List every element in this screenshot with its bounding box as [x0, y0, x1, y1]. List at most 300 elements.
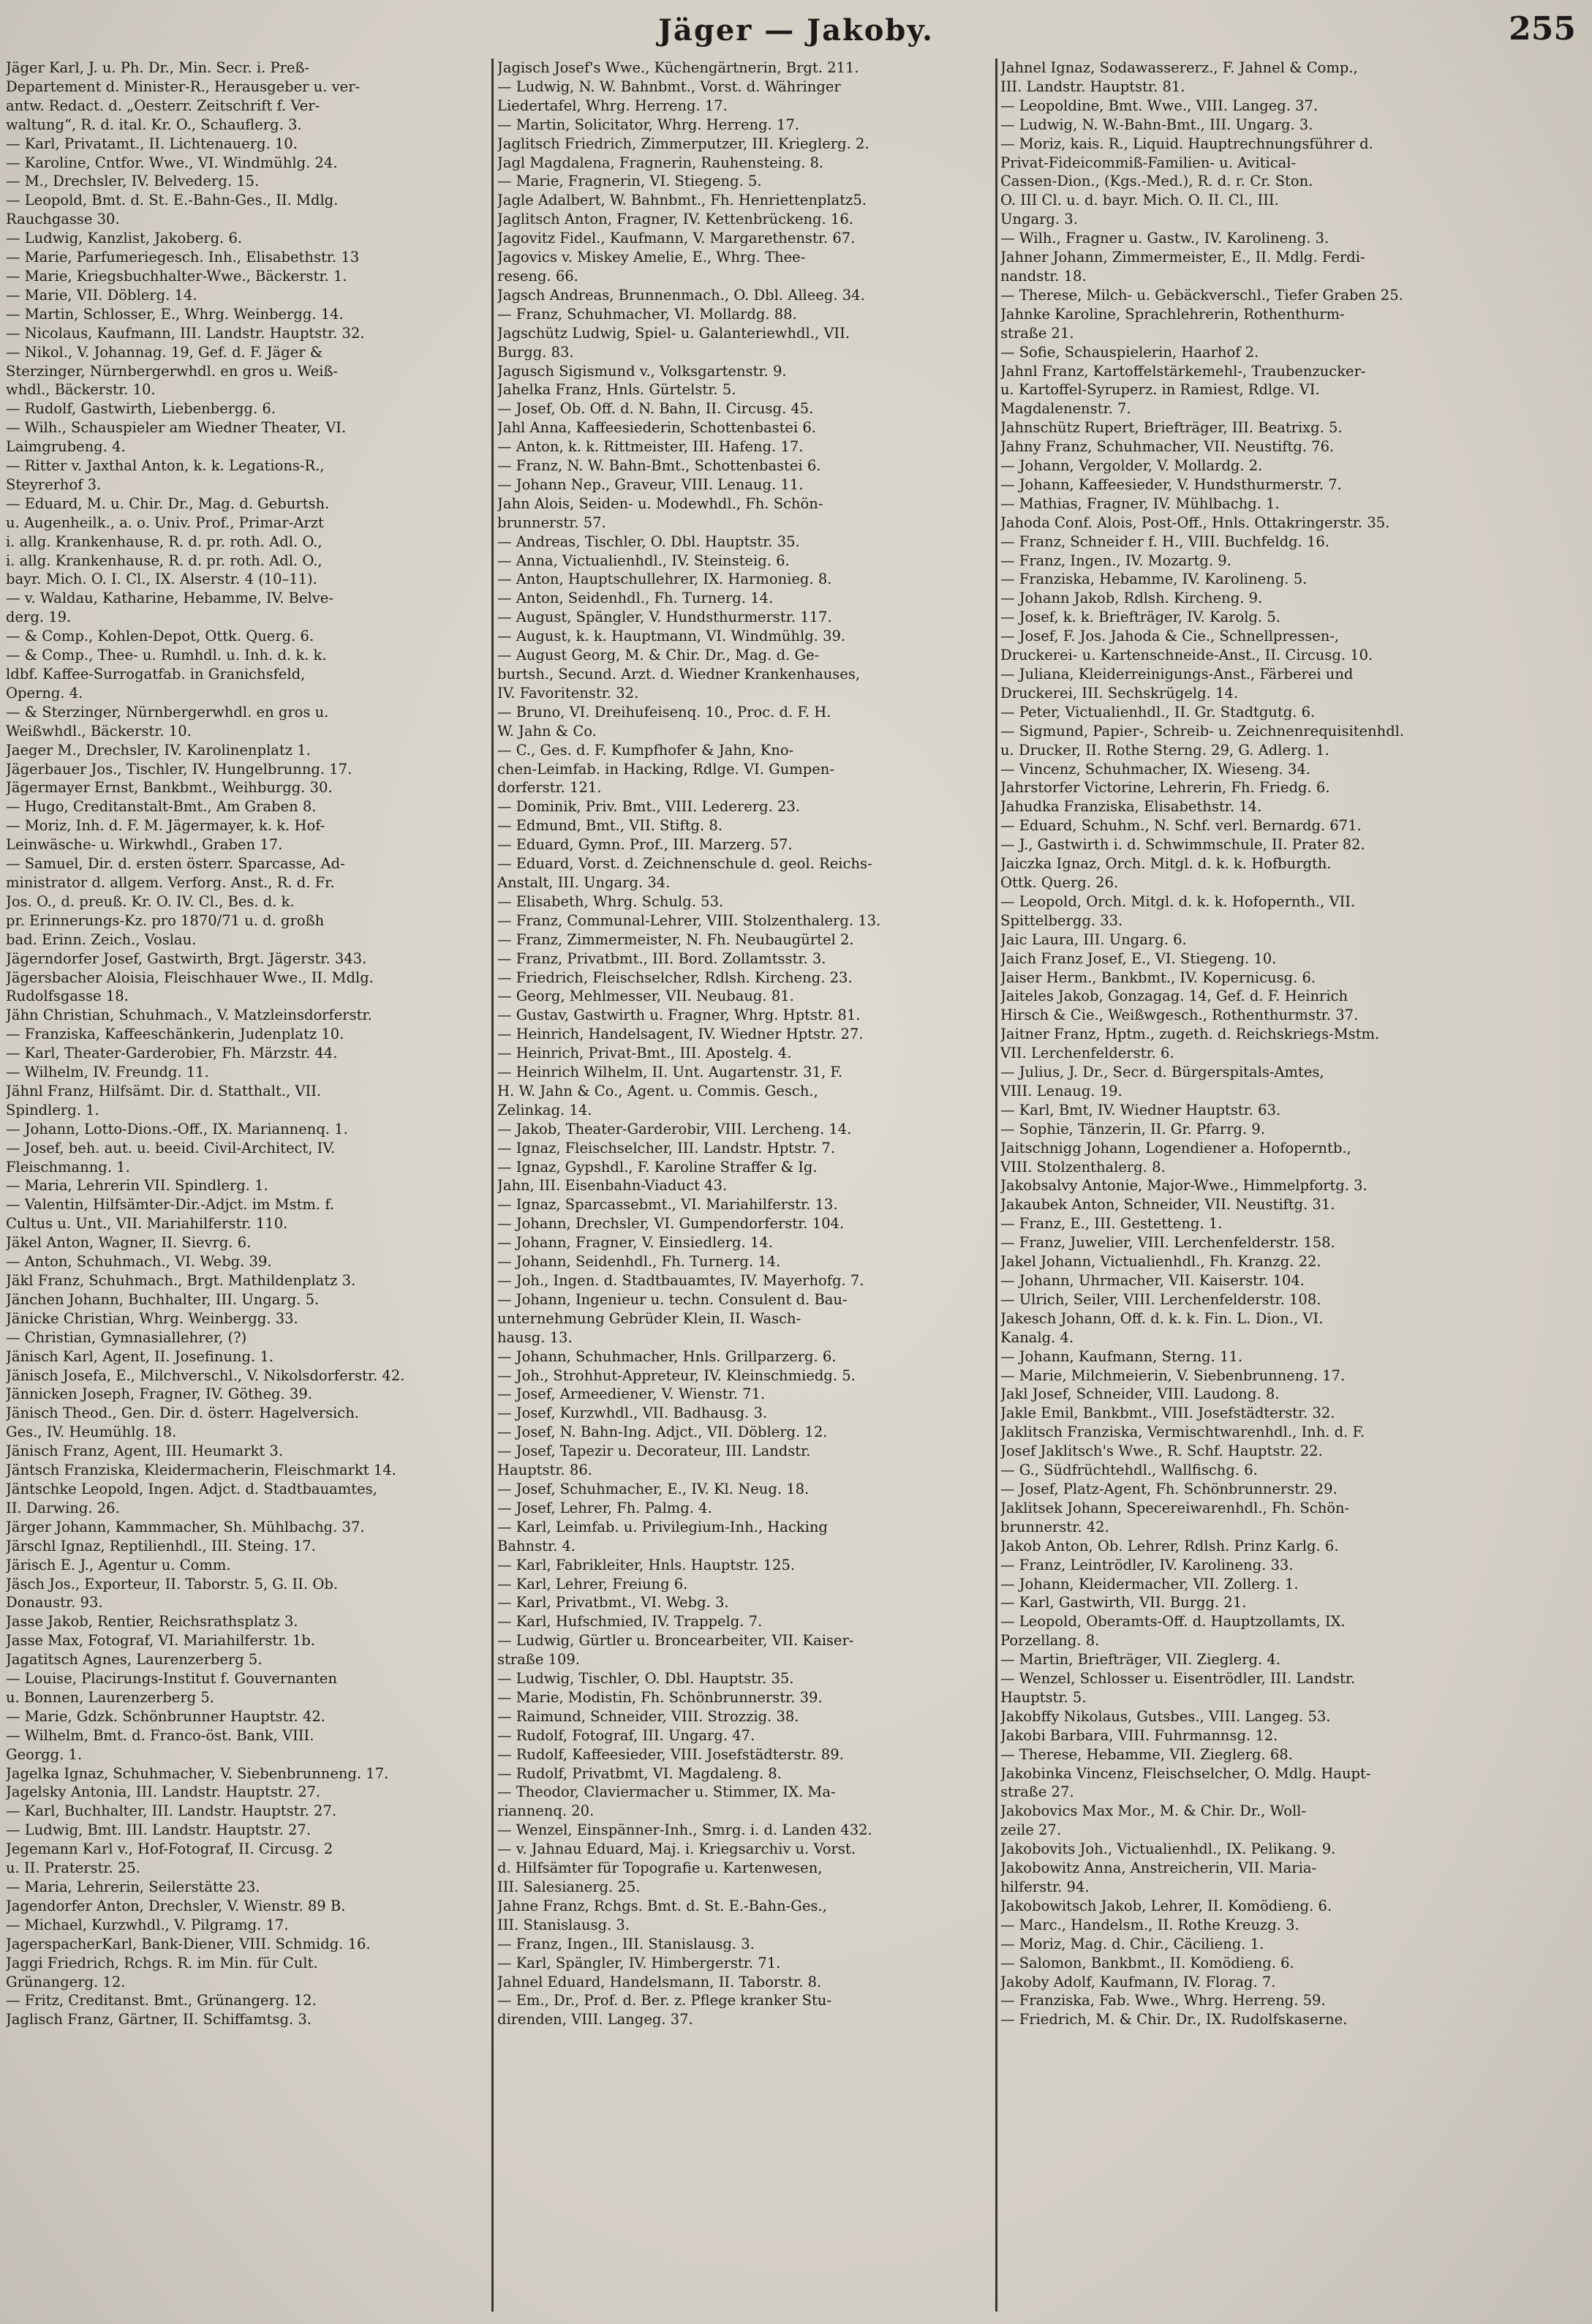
- directory-entry-line: — Franz, Schuhmacher, VI. Mollardg. 88.: [497, 305, 797, 323]
- directory-entry-line: — Karl, Buchhalter, III. Landstr. Hauptstr. 27.: [6, 1802, 337, 1820]
- directory-entry-line: hilferstr. 94.: [1000, 1879, 1090, 1895]
- directory-entry-line: — G., Südfrüchtehdl., Wallfischg. 6.: [1000, 1462, 1258, 1479]
- directory-entry-line: H. W. Jahn & Co., Agent. u. Commis. Gesch.,: [497, 1082, 818, 1099]
- directory-entry-line: — Leopold, Bmt. d. St. E.-Bahn-Ges., II. Mdlg.: [6, 192, 339, 209]
- directory-entry-line: — Leopold, Orch. Mitgl. d. k. k. Hofopernth., VII.: [1000, 892, 1356, 910]
- directory-entry-line: — Franz, Communal-Lehrer, VIII. Stolzenthalerg. 13.: [497, 911, 881, 929]
- directory-entry-line: — Josef, Lehrer, Fh. Palmg. 4.: [497, 1499, 712, 1516]
- directory-entry-line: Jähnl Franz, Hilfsämt. Dir. d. Statthalt., VII.: [6, 1082, 322, 1099]
- directory-entry-line: Jänisch Theod., Gen. Dir. d. österr. Hagelversich.: [6, 1404, 359, 1422]
- directory-entry-line: — Leopoldine, Bmt. Wwe., VIII. Langeg. 37.: [1000, 97, 1319, 114]
- directory-entry-line: Jänisch Josefa, E., Milchverschl., V. Nikolsdorferstr. 42.: [6, 1366, 405, 1384]
- directory-entry-line: — Franz, Leintrödler, IV. Karolineng. 33.: [1000, 1556, 1294, 1573]
- directory-entry-line: — Franziska, Kaffeeschänkerin, Judenplatz 10.: [6, 1026, 344, 1043]
- directory-entry-line: — Johann, Vergolder, V. Mollardg. 2.: [1000, 457, 1263, 475]
- directory-entry-line: — Anton, Seidenhdl., Fh. Turnerg. 14.: [497, 590, 774, 607]
- directory-entry-line: II. Darwing. 26.: [6, 1499, 120, 1516]
- directory-entry-line: O. III Cl. u. d. bayr. Mich. O. II. Cl., III.: [1000, 192, 1279, 209]
- directory-entry-line: Jaiteles Jakob, Gonzagag. 14, Gef. d. F. Heinrich: [1000, 988, 1348, 1005]
- directory-entry-line: — Louise, Placirungs-Institut f. Gouvernanten: [6, 1670, 337, 1688]
- directory-entry-line: Jagl Magdalena, Fragnerin, Rauhensteing. 8.: [497, 154, 824, 171]
- directory-entry-line: Anstalt, III. Ungarg. 34.: [497, 873, 671, 891]
- directory-entry-line: u. Kartoffel-Syruperz. in Ramiest, Rdlge. VI.: [1000, 381, 1320, 399]
- directory-entry-line: Leinwäsche- u. Wirkwhdl., Graben 17.: [6, 836, 283, 854]
- directory-entry-line: Jagovics v. Miskey Amelie, E., Whrg. Thee-: [497, 249, 806, 266]
- directory-entry-line: derg. 19.: [6, 609, 72, 626]
- directory-entry-line: — Josef, N. Bahn-Ing. Adjct., VII. Döblerg. 12.: [497, 1424, 828, 1441]
- directory-entry-line: — Ludwig, N. W.-Bahn-Bmt., III. Ungarg. 3.: [1000, 116, 1313, 133]
- directory-entry-line: — & Sterzinger, Nürnbergerwhdl. en gros u.: [6, 703, 329, 721]
- directory-entry-line: reseng. 66.: [497, 267, 578, 285]
- directory-entry-line: Jakesch Johann, Off. d. k. k. Fin. L. Dion., VI.: [1000, 1309, 1324, 1327]
- directory-entry-line: Jakaubek Anton, Schneider, VII. Neustiftg. 31.: [1000, 1196, 1335, 1214]
- directory-entry-line: Jägerndorfer Josef, Gastwirth, Brgt. Jägerstr. 343.: [6, 949, 367, 967]
- directory-entry-line: whdl., Bäckerstr. 10.: [6, 381, 156, 399]
- directory-entry-line: — Marie, Modistin, Fh. Schönbrunnerstr. 39.: [497, 1688, 823, 1706]
- directory-entry-line: Jäntsch Franziska, Kleidermacherin, Fleischmarkt 14.: [6, 1462, 396, 1479]
- directory-entry-line: Jakobinka Vincenz, Fleischselcher, O. Mdlg. Haupt-: [1000, 1764, 1371, 1782]
- directory-entry-line: Jägersbacher Aloisia, Fleischhauer Wwe., II. Mdlg.: [6, 969, 374, 986]
- directory-entry-line: — Franz, Ingen., III. Stanislausg. 3.: [497, 1935, 755, 1952]
- directory-entry-line: Fleischmanng. 1.: [6, 1158, 130, 1176]
- directory-entry-line: — Nicolaus, Kaufmann, III. Landstr. Hauptstr. 32.: [6, 324, 365, 342]
- directory-entry-line: — Josef, Armeediener, V. Wienstr. 71.: [497, 1385, 766, 1403]
- directory-entry-line: — Sigmund, Papier-, Schreib- u. Zeichnenrequisitenhdl.: [1000, 722, 1405, 740]
- directory-entry-line: Grünangerg. 12.: [6, 1973, 126, 1990]
- directory-entry-line: — Johann, Fragner, V. Einsiedlerg. 14.: [497, 1234, 773, 1252]
- directory-entry-line: Järschl Ignaz, Reptilienhdl., III. Steing. 17.: [6, 1537, 316, 1554]
- directory-entry-line: — J., Gastwirth i. d. Schwimmschule, II. Prater 82.: [1000, 836, 1365, 854]
- directory-entry-line: Jänisch Karl, Agent, II. Josefinung. 1.: [6, 1347, 274, 1365]
- directory-entry-line: — Moriz, Mag. d. Chir., Cäcilieng. 1.: [1000, 1935, 1264, 1952]
- directory-entry-line: — v. Jahnau Eduard, Maj. i. Kriegsarchiv u. Vorst.: [497, 1840, 856, 1858]
- directory-entry-line: — Em., Dr., Prof. d. Ber. z. Pflege kranker Stu-: [497, 1992, 831, 2009]
- directory-entry-line: Jahne Franz, Rchgs. Bmt. d. St. E.-Bahn-Ges.,: [497, 1897, 827, 1914]
- directory-entry-line: Jasse Jakob, Rentier, Reichsrathsplatz 3.: [6, 1613, 298, 1631]
- directory-entry-line: Bahnstr. 4.: [497, 1537, 576, 1554]
- directory-entry-line: pr. Erinnerungs-Kz. pro 1870/71 u. d. großh: [6, 911, 325, 929]
- directory-entry-line: — Josef, beh. aut. u. beeid. Civil-Architect, IV.: [6, 1139, 336, 1157]
- directory-entry-line: straße 109.: [497, 1651, 580, 1669]
- directory-entry-line: Jännicken Joseph, Fragner, IV. Götheg. 39.: [6, 1385, 312, 1403]
- directory-entry-line: Hauptstr. 86.: [497, 1462, 592, 1479]
- directory-entry-line: ldbf. Kaffee-Surrogatfab. in Granichsfeld,: [6, 666, 306, 682]
- directory-entry-line: — Georg, Mehlmesser, VII. Neubaug. 81.: [497, 988, 794, 1005]
- directory-entry-line: direnden, VIII. Langeg. 37.: [497, 2011, 693, 2028]
- directory-entry-line: — Marie, Fragnerin, VI. Stiegeng. 5.: [497, 173, 762, 190]
- directory-entry-line: — Franziska, Hebamme, IV. Karolineng. 5.: [1000, 571, 1308, 588]
- directory-entry-line: Jägerbauer Jos., Tischler, IV. Hungelbrunng. 17.: [6, 760, 352, 778]
- directory-entry-line: — Karl, Gastwirth, VII. Burgg. 21.: [1000, 1594, 1247, 1612]
- directory-entry-line: — Anton, Hauptschullehrer, IX. Harmonieg. 8.: [497, 571, 832, 588]
- directory-entry-line: — Sofie, Schauspielerin, Haarhof 2.: [1000, 343, 1259, 361]
- directory-entry-line: Jänisch Franz, Agent, III. Heumarkt 3.: [6, 1443, 284, 1460]
- directory-entry-line: — Martin, Solicitator, Whrg. Herreng. 17.: [497, 116, 799, 133]
- directory-entry-line: Rauchgasse 30.: [6, 211, 120, 228]
- directory-entry-line: Jakobsalvy Antonie, Major-Wwe., Himmelpfortg. 3.: [1000, 1177, 1367, 1195]
- directory-entry-line: — Rudolf, Kaffeesieder, VIII. Josefstädterstr. 89.: [497, 1745, 844, 1763]
- directory-entry-line: Laimgrubeng. 4.: [6, 438, 126, 456]
- directory-entry-line: Jahoda Conf. Alois, Post-Off., Hnls. Ottakringerstr. 35.: [1000, 514, 1390, 531]
- directory-entry-line: Jakle Emil, Bankbmt., VIII. Josefstädterstr. 32.: [1000, 1404, 1335, 1422]
- directory-entry-line: — Ignaz, Fleischselcher, III. Landstr. Hptstr. 7.: [497, 1139, 836, 1157]
- directory-entry-line: Jagovitz Fidel., Kaufmann, V. Margarethenstr. 67.: [497, 230, 856, 247]
- directory-entry-line: waltung“, R. d. ital. Kr. O., Schauflerg. 3.: [6, 116, 302, 133]
- directory-entry-line: — Franz, Privatbmt., III. Bord. Zollamtsstr. 3.: [497, 949, 826, 967]
- directory-entry-line: — Friedrich, M. & Chir. Dr., IX. Rudolfskaserne.: [1000, 2011, 1348, 2028]
- directory-entry-line: III. Stanislausg. 3.: [497, 1916, 630, 1933]
- directory-entry-line: Jaggi Friedrich, Rchgs. R. im Min. für Cult.: [6, 1954, 318, 1971]
- directory-entry-line: VIII. Stolzenthalerg. 8.: [1000, 1158, 1166, 1176]
- directory-entry-line: — Mathias, Fragner, IV. Mühlbachg. 1.: [1000, 494, 1280, 512]
- column-divider: [995, 59, 997, 2312]
- directory-entry-line: — Wenzel, Einspänner-Inh., Smrg. i. d. Landen 432.: [497, 1821, 872, 1839]
- directory-entry-line: — Friedrich, Fleischselcher, Rdlsh. Kircheng. 23.: [497, 969, 853, 986]
- directory-entry-line: — Anna, Victualienhdl., IV. Steinsteig. 6.: [497, 552, 790, 569]
- directory-entry-line: — Franz, Schneider f. H., VIII. Buchfeldg. 16.: [1000, 533, 1329, 550]
- directory-entry-line: u. Bonnen, Laurenzerberg 5.: [6, 1688, 214, 1706]
- directory-entry-line: — Johann, Kleidermacher, VII. Zollerg. 1.: [1000, 1575, 1299, 1592]
- directory-entry-line: Jagendorfer Anton, Drechsler, V. Wienstr. 89 B.: [6, 1897, 346, 1914]
- directory-entry-line: — Johann, Schuhmacher, Hnls. Grillparzerg. 6.: [497, 1347, 837, 1365]
- directory-entry-line: — Karoline, Cntfor. Wwe., VI. Windmühlg. 24.: [6, 154, 338, 171]
- directory-entry-line: d. Hilfsämter für Topografie u. Kartenwesen,: [497, 1859, 823, 1877]
- directory-entry-line: Jaitschnigg Johann, Logendiener a. Hofoperntb.,: [1000, 1139, 1351, 1157]
- directory-entry-line: Jakobovics Max Mor., M. & Chir. Dr., Woll-: [1000, 1802, 1307, 1820]
- directory-entry-line: — Josef, k. k. Briefträger, IV. Karolg. 5.: [1000, 609, 1280, 626]
- directory-entry-line: — Karl, Fabrikleiter, Hnls. Hauptstr. 125.: [497, 1556, 796, 1573]
- directory-entry-line: — Ludwig, N. W. Bahnbmt., Vorst. d. Währinger: [497, 78, 841, 95]
- directory-entry-line: — Peter, Victualienhdl., II. Gr. Stadtgutg. 6.: [1000, 703, 1316, 721]
- directory-entry-line: u. Drucker, II. Rothe Sterng. 29, G. Adlerg. 1.: [1000, 741, 1329, 759]
- directory-entry-line: Jahrstorfer Victorine, Lehrerin, Fh. Friedg. 6.: [1000, 779, 1330, 797]
- directory-entry-line: — Franz, E., III. Gestetteng. 1.: [1000, 1215, 1223, 1233]
- directory-entry-line: Jaich Franz Josef, E., VI. Stiegeng. 10.: [1000, 949, 1277, 967]
- directory-entry-line: — Heinrich, Handelsagent, IV. Wiedner Hptstr. 27.: [497, 1026, 864, 1043]
- directory-entry-line: — Salomon, Bankbmt., II. Komödieng. 6.: [1000, 1954, 1294, 1971]
- directory-entry-line: — Edmund, Bmt., VII. Stiftg. 8.: [497, 817, 723, 835]
- directory-entry-line: Jakobowitz Anna, Anstreicherin, VII. Maria-: [1000, 1859, 1317, 1877]
- page-number: 255: [1509, 10, 1576, 48]
- directory-entry-line: Jahny Franz, Schuhmacher, VII. Neustiftg. 76.: [1000, 438, 1335, 456]
- directory-entry-line: Liedertafel, Whrg. Herreng. 17.: [497, 97, 728, 114]
- directory-entry-line: Jahudka Franziska, Elisabethstr. 14.: [1000, 798, 1262, 816]
- directory-entry-line: Rudolfsgasse 18.: [6, 988, 129, 1005]
- directory-entry-line: Jaiser Herm., Bankbmt., IV. Kopernicusg. 6.: [1000, 969, 1316, 986]
- directory-entry-line: Jaeger M., Drechsler, IV. Karolinenplatz 1.: [6, 741, 311, 759]
- directory-entry-line: — Karl, Spängler, IV. Himbergerstr. 71.: [497, 1954, 781, 1971]
- directory-entry-line: — Karl, Leimfab. u. Privilegium-Inh., Hacking: [497, 1518, 828, 1535]
- directory-entry-line: Departement d. Minister-R., Herausgeber u. ver-: [6, 78, 361, 95]
- directory-entry-line: Jaklitsch Franziska, Vermischtwarenhdl., Inh. d. F.: [1000, 1424, 1365, 1441]
- directory-entry-line: — Eduard, Vorst. d. Zeichnenschule d. geol. Reichs-: [497, 855, 872, 873]
- directory-entry-line: Spindlerg. 1.: [6, 1101, 99, 1118]
- directory-entry-line: — Franz, Zimmermeister, N. Fh. Neubaugürtel 2.: [497, 930, 854, 948]
- directory-entry-line: — Moriz, kais. R., Liquid. Hauptrechnungsführer d.: [1000, 135, 1373, 152]
- directory-entry-line: Jos. O., d. preuß. Kr. O. IV. Cl., Bes. d. k.: [6, 892, 295, 910]
- directory-entry-line: — C., Ges. d. F. Kumpfhofer & Jahn, Kno-: [497, 741, 794, 759]
- directory-entry-line: Jakel Johann, Victualienhdl., Fh. Kranzg. 22.: [1000, 1253, 1321, 1271]
- directory-entry-line: Jahnschütz Rupert, Briefträger, III. Beatrixg. 5.: [1000, 419, 1343, 437]
- directory-entry-line: Jakobi Barbara, VIII. Fuhrmannsg. 12.: [1000, 1726, 1278, 1744]
- directory-entry-line: — Wilhelm, IV. Freundg. 11.: [6, 1064, 209, 1081]
- directory-entry-line: — Karl, Lehrer, Freiung 6.: [497, 1575, 688, 1592]
- directory-entry-line: — Josef, Ob. Off. d. N. Bahn, II. Circusg. 45.: [497, 400, 814, 418]
- directory-entry-line: Donaustr. 93.: [6, 1594, 103, 1612]
- directory-entry-line: — Eduard, Gymn. Prof., III. Marzerg. 57.: [497, 836, 793, 854]
- directory-entry-line: Jakobowitsch Jakob, Lehrer, II. Komödieng. 6.: [1000, 1897, 1332, 1914]
- directory-entry-line: — Karl, Theater-Garderobier, Fh. Märzstr. 44.: [6, 1045, 338, 1062]
- directory-entry-line: brunnerstr. 42.: [1000, 1518, 1109, 1535]
- directory-entry-line: Jaklitsek Johann, Specereiwarenhdl., Fh. Schön-: [1000, 1499, 1350, 1516]
- directory-entry-line: — Wilhelm, Bmt. d. Franco-öst. Bank, VIII.: [6, 1726, 314, 1744]
- directory-entry-line: — Dominik, Priv. Bmt., VIII. Ledererg. 23.: [497, 798, 801, 816]
- directory-entry-line: Weißwhdl., Bäckerstr. 10.: [6, 722, 192, 740]
- directory-entry-line: — Marie, VII. Döblerg. 14.: [6, 286, 197, 304]
- directory-entry-line: Jäkel Anton, Wagner, II. Sievrg. 6.: [6, 1234, 252, 1252]
- directory-entry-line: — Ludwig, Kanzlist, Jakoberg. 6.: [6, 230, 243, 247]
- directory-entry-line: — Eduard, M. u. Chir. Dr., Mag. d. Geburtsh.: [6, 494, 330, 512]
- directory-entry-line: Jahn, III. Eisenbahn-Viaduct 43.: [497, 1177, 728, 1195]
- directory-entry-line: Jahnke Karoline, Sprachlehrerin, Rothenthurm-: [1000, 305, 1345, 323]
- directory-entry-line: Jakobffy Nikolaus, Gutsbes., VIII. Langeg. 53.: [1000, 1707, 1331, 1725]
- directory-entry-line: Jakoby Adolf, Kaufmann, IV. Florag. 7.: [1000, 1973, 1276, 1990]
- directory-entry-line: Ungarg. 3.: [1000, 211, 1078, 228]
- directory-entry-line: Jähn Christian, Schuhmach., V. Matzleinsdorferstr.: [6, 1007, 372, 1024]
- directory-entry-line: riannenq. 20.: [497, 1802, 595, 1820]
- directory-entry-line: — Franziska, Fab. Wwe., Whrg. Herreng. 59.: [1000, 1992, 1326, 2009]
- directory-entry-line: — Heinrich Wilhelm, II. Unt. Augartenstr. 31, F.: [497, 1064, 843, 1081]
- directory-entry-line: — Martin, Briefträger, VII. Zieglerg. 4.: [1000, 1651, 1280, 1669]
- directory-entry-line: — Johann, Ingenieur u. techn. Consulent d. Bau-: [497, 1290, 848, 1308]
- directory-entry-line: — Johann, Uhrmacher, VII. Kaiserstr. 104.: [1000, 1272, 1305, 1289]
- directory-entry-line: bayr. Mich. O. I. Cl., IX. Alserstr. 4 (10–11).: [6, 571, 317, 588]
- directory-entry-line: — Hugo, Creditanstalt-Bmt., Am Graben 8.: [6, 798, 317, 816]
- directory-entry-line: Operng. 4.: [6, 684, 83, 702]
- directory-entry-line: Hirsch & Cie., Weißwgesch., Rothenthurmstr. 37.: [1000, 1007, 1359, 1024]
- directory-entry-line: Jagle Adalbert, W. Bahnbmt., Fh. Henriettenplatz5.: [497, 192, 867, 209]
- directory-entry-line: — Jakob, Theater-Garderobir, VIII. Lercheng. 14.: [497, 1120, 852, 1137]
- column-divider: [491, 59, 494, 2312]
- directory-entry-line: — Nikol., V. Johannag. 19, Gef. d. F. Jäger &: [6, 343, 323, 361]
- directory-entry-line: III. Landstr. Hauptstr. 81.: [1000, 78, 1185, 95]
- directory-entry-line: Jaitner Franz, Hptm., zugeth. d. Reichskriegs-Mstm.: [1000, 1026, 1380, 1043]
- directory-entry-line: Cultus u. Unt., VII. Mariahilferstr. 110.: [6, 1215, 288, 1233]
- directory-entry-line: — August Georg, M. & Chir. Dr., Mag. d. Ge-: [497, 647, 820, 664]
- directory-entry-line: — Andreas, Tischler, O. Dbl. Hauptstr. 35.: [497, 533, 800, 550]
- directory-entry-line: brunnerstr. 57.: [497, 514, 606, 531]
- directory-entry-line: u. II. Praterstr. 25.: [6, 1859, 140, 1877]
- directory-entry-line: Josef Jaklitsch's Wwe., R. Schf. Hauptstr. 22.: [1000, 1443, 1323, 1460]
- directory-entry-line: — Marie, Parfumeriegesch. Inh., Elisabethstr. 13: [6, 249, 360, 266]
- directory-entry-line: Steyrerhof 3.: [6, 475, 102, 493]
- directory-entry-line: chen-Leimfab. in Hacking, Rdlge. VI. Gumpen-: [497, 760, 834, 778]
- directory-entry-line: — Ignaz, Gypshdl., F. Karoline Straffer & Ig.: [497, 1158, 818, 1176]
- directory-entry-line: — Rudolf, Fotograf, III. Ungarg. 47.: [497, 1726, 755, 1744]
- directory-entry-line: Jaglitsch Anton, Fragner, IV. Kettenbrückeng. 16.: [497, 211, 853, 228]
- directory-entry-line: Jahnl Franz, Kartoffelstärkemehl-, Traubenzucker-: [1000, 362, 1366, 380]
- directory-entry-line: zeile 27.: [1000, 1821, 1062, 1839]
- directory-entry-line: — Marie, Kriegsbuchhalter-Wwe., Bäckerstr. 1.: [6, 267, 347, 285]
- directory-entry-line: — August, k. k. Hauptmann, VI. Windmühlg. 39.: [497, 628, 846, 645]
- directory-entry-line: — Maria, Lehrerin VII. Spindlerg. 1.: [6, 1177, 268, 1195]
- directory-entry-line: — Sophie, Tänzerin, II. Gr. Pfarrg. 9.: [1000, 1120, 1266, 1137]
- column-2: [497, 59, 992, 2312]
- directory-entry-line: Ottk. Querg. 26.: [1000, 873, 1119, 891]
- directory-entry-line: Jagatitsch Agnes, Laurenzerberg 5.: [6, 1651, 263, 1669]
- directory-entry-line: Jaiczka Ignaz, Orch. Mitgl. d. k. k. Hofburgth.: [1000, 855, 1332, 873]
- directory-entry-line: — Bruno, VI. Dreihufeisenq. 10., Proc. d. F. H.: [497, 703, 831, 721]
- directory-entry-line: — Johann, Drechsler, VI. Gumpendorferstr. 104.: [497, 1215, 845, 1233]
- directory-entry-line: Jahner Johann, Zimmermeister, E., II. Mdlg. Ferdi-: [1000, 249, 1365, 266]
- directory-entry-line: — Valentin, Hilfsämter-Dir.-Adjct. im Mstm. f.: [6, 1196, 335, 1214]
- directory-entry-line: — Rudolf, Privatbmt, VI. Magdaleng. 8.: [497, 1764, 782, 1782]
- directory-entry-line: Georgg. 1.: [6, 1745, 83, 1763]
- directory-entry-line: Sterzinger, Nürnbergerwhdl. en gros u. Weiß-: [6, 362, 339, 380]
- directory-entry-line: Jagsch Andreas, Brunnenmach., O. Dbl. Alleeg. 34.: [497, 286, 865, 304]
- directory-entry-line: Jagelsky Antonia, III. Landstr. Hauptstr. 27.: [6, 1783, 321, 1801]
- directory-entry-line: unternehmung Gebrüder Klein, II. Wasch-: [497, 1309, 801, 1327]
- directory-entry-line: Jahnel Ignaz, Sodawassererz., F. Jahnel & Comp.,: [1000, 59, 1358, 76]
- directory-entry-line: Jägermayer Ernst, Bankbmt., Weihburgg. 30.: [6, 779, 333, 797]
- directory-entry-line: VII. Lerchenfelderstr. 6.: [1000, 1045, 1174, 1062]
- directory-entry-line: — Michael, Kurzwhdl., V. Pilgramg. 17.: [6, 1916, 289, 1933]
- column-1: [6, 59, 488, 2312]
- directory-entry-line: — & Comp., Kohlen-Depot, Ottk. Querg. 6.: [6, 628, 314, 645]
- directory-entry-line: Zelinkag. 14.: [497, 1101, 592, 1118]
- directory-entry-line: — Johann, Lotto-Dions.-Off., IX. Mariannenq. 1.: [6, 1120, 348, 1137]
- directory-entry-line: — Johann, Kaffeesieder, V. Hundsthurmerstr. 7.: [1000, 475, 1342, 493]
- directory-entry-line: Jäntschke Leopold, Ingen. Adjct. d. Stadtbauamtes,: [6, 1480, 377, 1497]
- directory-entry-line: Porzellang. 8.: [1000, 1632, 1100, 1650]
- directory-entry-line: — Ludwig, Tischler, O. Dbl. Hauptstr. 35.: [497, 1670, 794, 1688]
- directory-entry-line: Spittelbergg. 33.: [1000, 911, 1123, 929]
- directory-entry-line: Druckerei, III. Sechskrügelg. 14.: [1000, 684, 1239, 702]
- directory-entry-line: i. allg. Krankenhause, R. d. pr. roth. Adl. O.,: [6, 552, 322, 569]
- directory-entry-line: Jäsch Jos., Exporteur, II. Taborstr. 5, G. II. Ob.: [6, 1575, 339, 1592]
- directory-entry-line: Ges., IV. Heumühlg. 18.: [6, 1424, 177, 1441]
- directory-entry-line: bad. Erinn. Zeich., Voslau.: [6, 930, 197, 948]
- directory-entry-line: Druckerei- u. Kartenschneide-Anst., II. Circusg. 10.: [1000, 647, 1373, 664]
- directory-entry-line: Privat-Fideicommiß-Familien- u. Avitical-: [1000, 154, 1297, 171]
- directory-entry-line: Jänicke Christian, Whrg. Weinbergg. 33.: [6, 1309, 298, 1327]
- directory-entry-line: Burgg. 83.: [497, 343, 574, 361]
- directory-entry-line: — Moriz, Inh. d. F. M. Jägermayer, k. k. Hof-: [6, 817, 325, 835]
- directory-entry-line: — Elisabeth, Whrg. Schulg. 53.: [497, 892, 724, 910]
- directory-entry-line: III. Salesianerg. 25.: [497, 1879, 641, 1895]
- directory-entry-line: — Marie, Gdzk. Schönbrunner Hauptstr. 42.: [6, 1707, 325, 1725]
- directory-entry-line: — Karl, Bmt, IV. Wiedner Hauptstr. 63.: [1000, 1101, 1281, 1118]
- directory-entry-line: — Fritz, Creditanst. Bmt., Grünangerg. 12.: [6, 1992, 317, 2009]
- directory-entry-line: — Franz, N. W. Bahn-Bmt., Schottenbastei 6.: [497, 457, 821, 475]
- directory-entry-line: hausg. 13.: [497, 1328, 573, 1346]
- directory-entry-line: Jäger Karl, J. u. Ph. Dr., Min. Secr. i. Preß-: [6, 59, 310, 76]
- directory-entry-line: — Josef, Tapezir u. Decorateur, III. Landstr.: [497, 1443, 811, 1460]
- directory-entry-line: — Ludwig, Bmt. III. Landstr. Hauptstr. 27.: [6, 1821, 312, 1839]
- directory-entry-line: — Josef, Platz-Agent, Fh. Schönbrunnerstr. 29.: [1000, 1480, 1338, 1497]
- directory-entry-line: — Gustav, Gastwirth u. Fragner, Whrg. Hptstr. 81.: [497, 1007, 861, 1024]
- directory-entry-line: Jagelka Ignaz, Schuhmacher, V. Siebenbrunneng. 17.: [6, 1764, 389, 1782]
- directory-entry-line: nandstr. 18.: [1000, 267, 1087, 285]
- page-header: [0, 10, 1592, 54]
- directory-entry-line: — Franz, Juwelier, VIII. Lerchenfelderstr. 158.: [1000, 1234, 1335, 1252]
- directory-entry-line: — Johann, Kaufmann, Sterng. 11.: [1000, 1347, 1243, 1365]
- directory-entry-line: — Theodor, Claviermacher u. Stimmer, IX. Ma-: [497, 1783, 836, 1801]
- directory-entry-line: — Johann Jakob, Rdlsh. Kircheng. 9.: [1000, 590, 1263, 607]
- directory-entry-line: — Anton, k. k. Rittmeister, III. Hafeng. 17.: [497, 438, 804, 456]
- directory-entry-line: — August, Spängler, V. Hundsthurmerstr. 117.: [497, 609, 832, 626]
- directory-entry-line: — Marie, Milchmeierin, V. Siebenbrunneng. 17.: [1000, 1366, 1346, 1384]
- directory-entry-line: — Josef, F. Jos. Jahoda & Cie., Schnellpressen-,: [1000, 628, 1340, 645]
- directory-entry-line: — Ulrich, Seiler, VIII. Lerchenfelderstr. 108.: [1000, 1290, 1321, 1308]
- directory-entry-line: Jagusch Sigismund v., Volksgartenstr. 9.: [497, 362, 787, 380]
- directory-entry-line: Cassen-Dion., (Kgs.-Med.), R. d. r. Cr. Ston.: [1000, 173, 1313, 190]
- directory-entry-line: Jänchen Johann, Buchhalter, III. Ungarg. 5.: [6, 1290, 320, 1308]
- column-3: [1000, 59, 1585, 2312]
- directory-entry-line: — Julius, J. Dr., Secr. d. Bürgerspitals-Amtes,: [1000, 1064, 1324, 1081]
- directory-entry-line: Jakob Anton, Ob. Lehrer, Rdlsh. Prinz Karlg. 6.: [1000, 1537, 1339, 1554]
- directory-entry-line: JagerspacherKarl, Bank-Diener, VIII. Schmidg. 16.: [6, 1935, 371, 1952]
- directory-entry-line: Jasse Max, Fotograf, VI. Mariahilferstr. 1b.: [6, 1632, 315, 1650]
- directory-entry-line: — Joh., Strohhut-Appreteur, IV. Kleinschmiedg. 5.: [497, 1366, 856, 1384]
- directory-entry-line: Jaic Laura, III. Ungarg. 6.: [1000, 930, 1187, 948]
- directory-entry-line: — Samuel, Dir. d. ersten österr. Sparcasse, Ad-: [6, 855, 345, 873]
- directory-entry-line: u. Augenheilk., a. o. Univ. Prof., Primar-Arzt: [6, 514, 324, 531]
- directory-entry-line: — Wenzel, Schlosser u. Eisentrödler, III. Landstr.: [1000, 1670, 1356, 1688]
- directory-entry-line: — Therese, Milch- u. Gebäckverschl., Tiefer Graben 25.: [1000, 286, 1403, 304]
- directory-entry-line: Kanalg. 4.: [1000, 1328, 1074, 1346]
- directory-entry-line: — Maria, Lehrerin, Seilerstätte 23.: [6, 1879, 260, 1895]
- directory-entry-line: — v. Waldau, Katharine, Hebamme, IV. Belve-: [6, 590, 333, 607]
- directory-entry-line: straße 27.: [1000, 1783, 1074, 1801]
- directory-entry-line: Jahelka Franz, Hnls. Gürtelstr. 5.: [497, 381, 736, 399]
- directory-entry-line: — Ludwig, Gürtler u. Broncearbeiter, VII. Kaiser-: [497, 1632, 854, 1650]
- directory-entry-line: — Ignaz, Sparcassebmt., VI. Mariahilferstr. 13.: [497, 1196, 838, 1214]
- directory-entry-line: Jagisch Josef's Wwe., Küchengärtnerin, Brgt. 211.: [497, 59, 859, 76]
- page-title: Jäger — Jakoby.: [658, 13, 934, 48]
- directory-entry-line: Järger Johann, Kammmacher, Sh. Mühlbachg. 37.: [6, 1518, 365, 1535]
- directory-entry-line: Jaglitsch Friedrich, Zimmerputzer, III. Krieglerg. 2.: [497, 135, 869, 152]
- directory-entry-line: — Josef, Kurzwhdl., VII. Badhausg. 3.: [497, 1404, 768, 1422]
- directory-entry-line: Jahn Alois, Seiden- u. Modewhdl., Fh. Schön-: [497, 494, 823, 512]
- directory-entry-line: — Martin, Schlosser, E., Whrg. Weinbergg. 14.: [6, 305, 344, 323]
- directory-entry-line: Jaglisch Franz, Gärtner, II. Schiffamtsg. 3.: [6, 2011, 312, 2028]
- directory-entry-line: Järisch E. J., Agentur u. Comm.: [6, 1556, 231, 1573]
- directory-entry-line: — Heinrich, Privat-Bmt., III. Apostelg. 4.: [497, 1045, 792, 1062]
- directory-entry-line: Jakl Josef, Schneider, VIII. Laudong. 8.: [1000, 1385, 1280, 1403]
- directory-entry-line: — Anton, Schuhmach., VI. Webg. 39.: [6, 1253, 272, 1271]
- directory-entry-line: — Ritter v. Jaxthal Anton, k. k. Legations-R.,: [6, 457, 325, 475]
- directory-entry-line: — & Comp., Thee- u. Rumhdl. u. Inh. d. k. k.: [6, 647, 327, 664]
- directory-entry-line: Jahnel Eduard, Handelsmann, II. Taborstr. 8.: [497, 1973, 822, 1990]
- directory-entry-line: — Marc., Handelsm., II. Rothe Kreuzg. 3.: [1000, 1916, 1299, 1933]
- directory-entry-line: — Eduard, Schuhm., N. Schf. verl. Bernardg. 671.: [1000, 817, 1362, 835]
- directory-entry-line: IV. Favoritenstr. 32.: [497, 684, 639, 702]
- directory-entry-line: — Rudolf, Gastwirth, Liebenbergg. 6.: [6, 400, 276, 418]
- directory-entry-line: — M., Drechsler, IV. Belvederg. 15.: [6, 173, 260, 190]
- directory-entry-line: Magdalenenstr. 7.: [1000, 400, 1131, 418]
- directory-entry-line: — Wilh., Schauspieler am Wiedner Theater, VI.: [6, 419, 347, 437]
- directory-entry-line: VIII. Lenaug. 19.: [1000, 1082, 1123, 1099]
- directory-entry-line: straße 21.: [1000, 324, 1074, 342]
- directory-entry-line: — Karl, Privatbmt., VI. Webg. 3.: [497, 1594, 729, 1612]
- directory-entry-line: — Franz, Ingen., IV. Mozartg. 9.: [1000, 552, 1231, 569]
- directory-entry-line: — Karl, Hufschmied, IV. Trappelg. 7.: [497, 1613, 763, 1631]
- directory-entry-line: — Joh., Ingen. d. Stadtbauamtes, IV. Mayerhofg. 7.: [497, 1272, 864, 1289]
- directory-entry-line: Jahl Anna, Kaffeesiederin, Schottenbastei 6.: [497, 419, 816, 437]
- directory-entry-line: — Vincenz, Schuhmacher, IX. Wieseng. 34.: [1000, 760, 1311, 778]
- directory-entry-line: — Johann Nep., Graveur, VIII. Lenaug. 11.: [497, 475, 804, 493]
